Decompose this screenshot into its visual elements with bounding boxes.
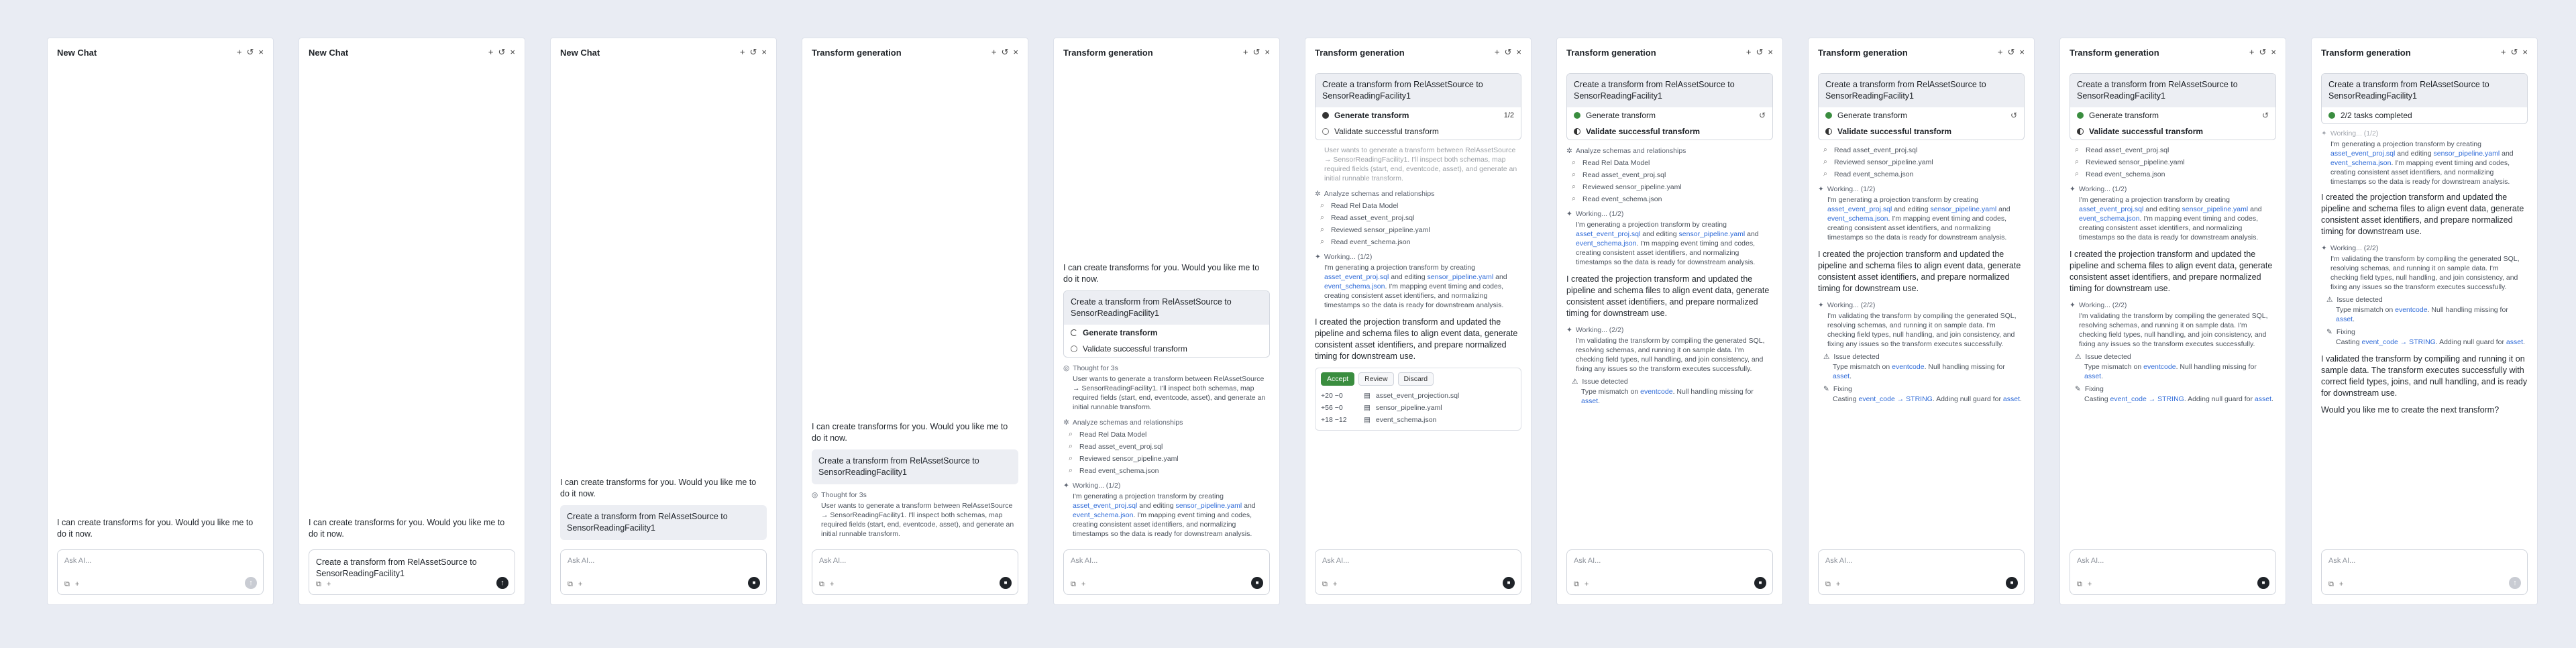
file-link[interactable]: event_schema.json (2330, 159, 2392, 167)
changed-file-row[interactable]: +56 −0 ▤ sensor_pipeline.yaml (1321, 404, 1442, 412)
send-button[interactable]: ↑ (2509, 577, 2521, 589)
task-validate: Validate successful transform (1567, 123, 1772, 140)
new-chat-icon[interactable]: + (236, 47, 242, 57)
assistant-question: Would you like me to create the next transform? (2321, 405, 2500, 415)
stop-button[interactable]: ■ (748, 577, 760, 589)
review-button[interactable]: Review (1358, 372, 1393, 386)
task-generate: Generate transform (1064, 325, 1269, 341)
search-icon: ⌕ (1069, 442, 1073, 450)
composer[interactable] (1566, 549, 1773, 595)
close-icon[interactable]: × (2522, 47, 2528, 57)
task-request: Create a transform from RelAssetSource to SensorReadingFacility1 (1567, 74, 1772, 107)
panel-header (802, 38, 1028, 66)
file-link[interactable]: event_schema.json (1827, 215, 1888, 223)
issue-row: ⚠ Issue detected (2326, 296, 2383, 304)
close-icon[interactable]: × (2019, 47, 2025, 57)
file-link[interactable]: sensor_pipeline.yaml (1427, 273, 1494, 281)
panel-title: Transform generation (812, 47, 902, 58)
pending-icon (1322, 128, 1329, 135)
history-icon[interactable]: ↺ (1504, 47, 1512, 57)
issue-row: ⚠ Issue detected (2075, 353, 2131, 361)
fixing-row: ✎ Fixing (2075, 385, 2104, 393)
task-generate: Generate transform ↺ (1819, 107, 2024, 123)
task-validate: Validate successful transform (1819, 123, 2024, 140)
search-icon: ⌕ (1572, 195, 1576, 203)
warning-icon: ⚠ (2075, 353, 2082, 361)
in-progress-icon (1574, 128, 1580, 135)
file-icon: ▤ (1364, 404, 1371, 412)
attach-icon[interactable]: ⧉ (2328, 580, 2334, 588)
history-icon[interactable]: ↺ (498, 47, 506, 57)
history-icon[interactable]: ↺ (1252, 47, 1260, 57)
step-item: ⌕ Read asset_event_proj.sql (1069, 442, 1163, 451)
analyze-icon: ✲ (1063, 419, 1069, 427)
step-item: ⌕ Reviewed sensor_pipeline.yaml (1572, 182, 1682, 191)
task-validate: Validate successful transform (1064, 341, 1269, 357)
panel-title: New Chat (309, 47, 349, 58)
task-request: Create a transform from RelAssetSource to SensorReadingFacility1 (1064, 291, 1269, 325)
discard-button[interactable]: Discard (1398, 372, 1434, 386)
close-icon[interactable]: × (1265, 47, 1270, 57)
chat-input-placeholder[interactable]: Ask AI... (819, 557, 847, 565)
search-icon: ⌕ (1069, 466, 1073, 474)
panel-title: Transform generation (2070, 47, 2159, 58)
history-icon[interactable]: ↺ (1001, 47, 1009, 57)
chat-panel-9 (2059, 38, 2286, 605)
step-item: ⌕ Read event_schema.json (1823, 170, 1914, 178)
add-icon[interactable]: + (578, 580, 583, 588)
step-item: ⌕ Read Rel Data Model (1572, 158, 1650, 167)
chat-panel-5 (1053, 38, 1280, 605)
wrench-icon: ✎ (2326, 328, 2332, 336)
file-link[interactable]: asset_event_proj.sql (1073, 502, 1138, 510)
working-icon: ✦ (1818, 301, 1824, 309)
in-progress-icon (2077, 128, 2084, 135)
working-section: ✦ Working... (1/2) I'm generating a projection transform by creating asset_event_proj.sql and editing sensor_pipeline.yaml and event_schema.json. I'm mapping event timing and codes, creating consistent asset identifiers, and normalizing timestamps so the data is ready for downstream analysis. (2070, 185, 2262, 241)
add-icon[interactable]: + (1081, 580, 1086, 588)
issue-row: ⚠ Issue detected (1823, 353, 1880, 361)
chat-panel-7 (1556, 38, 1783, 605)
panel-header (2312, 38, 2537, 66)
working-section: ✦ Working... (2/2) I'm validating the transform by compiling the generated SQL, resolving schemas, and running it on sample data. I'm checking field types, null handling, and join consistency, and fixing any issues so the transform executes successfully. ⚠ Issue detected Type mismatch on eventcode. Null handling missing for asset. (1566, 326, 1773, 406)
history-icon[interactable]: ↺ (2007, 47, 2015, 57)
assistant-message: I created the projection transform and updated the pipeline and schema files to align event data, generate consistent asset identifiers, and prepare normalized timing for downstream use. (2070, 250, 2273, 293)
search-icon: ⌕ (1823, 170, 1827, 178)
thought-icon: ◎ (812, 491, 818, 499)
assistant-message: I can create transforms for you. Would you like me to do it now. (309, 518, 505, 539)
history-icon[interactable]: ↺ (1756, 47, 1764, 57)
warning-icon: ⚠ (2326, 296, 2333, 304)
step-item: ⌕ Reviewed sensor_pipeline.yaml (1320, 225, 1430, 234)
attach-icon[interactable]: ⧉ (1825, 580, 1831, 588)
task-validate: Validate successful transform (1316, 123, 1521, 140)
send-button[interactable]: ↑ (245, 577, 257, 589)
assistant-message: I created the projection transform and updated the pipeline and schema files to align event data, generate consistent asset identifiers, and prepare normalized timing for downstream use. (1566, 274, 1770, 318)
chat-panel-6 (1305, 38, 1532, 605)
file-link[interactable]: sensor_pipeline.yaml (1930, 205, 1997, 213)
thought-label: Thought for 3s (821, 491, 867, 499)
user-message: Create a transform from RelAssetSource to SensorReadingFacility1 (560, 505, 767, 540)
changed-file-row[interactable]: +18 −12 ▤ event_schema.json (1321, 416, 1437, 424)
add-icon[interactable]: + (829, 580, 835, 588)
search-icon: ⌕ (1069, 454, 1073, 462)
chat-panel-8 (1808, 38, 2035, 605)
search-icon: ⌕ (2075, 170, 2079, 178)
composer[interactable] (2321, 549, 2528, 595)
analyze-section: ✲ Analyze schemas and relationships ⌕ Read Rel Data Model ⌕ Read asset_event_proj.sql ⌕ Reviewed sensor_pipeline.yaml ⌕ Read event_schema.json (1063, 419, 1270, 475)
thought-text: User wants to generate a transform between RelAssetSource → SensorReadingFacility1. I'll inspect both schemas, map required fields (start, end, eventcode, asset), and generate an initial runnable transform. (1324, 146, 1517, 182)
in-progress-icon (1071, 329, 1077, 336)
pending-icon (1071, 345, 1077, 352)
thought-section (812, 491, 1018, 539)
step-item: ⌕ Read asset_event_proj.sql (1572, 170, 1666, 179)
panel-title: Transform generation (1818, 47, 1908, 58)
chat-panel-3 (550, 38, 777, 605)
stop-button[interactable]: ■ (1503, 577, 1515, 589)
chat-panel-10: Transform generation + ↺ × Create a transform from RelAssetSource to SensorReadingFacility1 2/2 tasks completed ✦ Working... (1/2) I'm generating a projection transform by creating asset_event_proj.sql and editing sensor_pipeline.yaml and event_schema.json. I'm mapping event timing and codes, creating consistent asset identifiers, and normalizing timestamps so the data is ready for downstream analysis. I created the projection transform and updated the pipeline and schema files to align event data, generate consistent asset identifiers, and prepare normalized timing for downstream use. ✦ Working... (2/2) I'm validating the transform by compiling the generated SQL, resolving schemas, and running it on sample data. I'm checking field types, null handling, and join consistency, and fixing any issues so the transform executes successfully. ⚠ Issue detected Type mismatch on eventcode. Null handling missing for asset. ✎ Fixing Casting event_code → STRING. Adding null guard for asset. I validated the transform by compiling and running it on sample data. The transform executes successfully with correct field types, joins, and null handling, and is ready for downstream use. Would you like me to create the next transform? Ask AI... ⧉ + ↑ (2311, 38, 2538, 605)
search-icon: ⌕ (2075, 146, 2079, 154)
chat-input-placeholder[interactable]: Ask AI... (568, 557, 595, 565)
step-item: ⌕ Read event_schema.json (1069, 466, 1159, 475)
close-icon[interactable]: × (258, 47, 264, 57)
add-icon[interactable]: + (2087, 580, 2092, 588)
wrench-icon: ✎ (1823, 385, 1829, 393)
warning-icon: ⚠ (1572, 378, 1578, 386)
search-icon: ⌕ (1320, 213, 1324, 221)
panel-header (1809, 38, 2034, 66)
wrench-icon: ✎ (2075, 385, 2081, 393)
working-icon: ✦ (2321, 129, 2327, 138)
search-icon: ⌕ (1320, 237, 1324, 246)
task-request: Create a transform from RelAssetSource to SensorReadingFacility1 (1316, 74, 1521, 107)
new-chat-icon[interactable]: + (1746, 47, 1752, 57)
user-message: Create a transform from RelAssetSource to SensorReadingFacility1 (812, 449, 1018, 484)
attach-icon[interactable]: ⧉ (1322, 580, 1328, 588)
search-icon: ⌕ (1320, 225, 1324, 233)
warning-icon: ⚠ (1823, 353, 1830, 361)
working-icon: ✦ (2321, 244, 2327, 252)
file-link[interactable]: event_schema.json (1073, 511, 1134, 519)
panel-title: New Chat (57, 47, 97, 58)
close-icon[interactable]: × (510, 47, 515, 57)
check-icon (2328, 112, 2335, 119)
working-icon: ✦ (1063, 482, 1069, 490)
panel-header (1305, 38, 1531, 66)
history-icon[interactable]: ↺ (2259, 47, 2267, 57)
composer[interactable] (1315, 549, 1521, 595)
file-link[interactable]: sensor_pipeline.yaml (1175, 502, 1242, 510)
file-link[interactable]: event_schema.json (2079, 215, 2140, 223)
task-card (2321, 73, 2528, 124)
add-icon[interactable]: + (2339, 580, 2344, 588)
composer[interactable] (1063, 549, 1270, 595)
search-icon: ⌕ (1572, 182, 1576, 191)
task-card (1818, 73, 2025, 140)
retry-icon[interactable]: ↺ (2261, 111, 2269, 120)
add-icon[interactable]: + (1835, 580, 1841, 588)
panel-title: Transform generation (1063, 47, 1153, 58)
task-generate: Generate transform 1/2 (1316, 107, 1521, 123)
stop-button[interactable]: ■ (1251, 577, 1263, 589)
analyze-section: ✲ Analyze schemas and relationships ⌕ Read Rel Data Model ⌕ Read asset_event_proj.sql ⌕ Reviewed sensor_pipeline.yaml ⌕ Read event_schema.json (1566, 147, 1773, 203)
assistant-message: I created the projection transform and updated the pipeline and schema files to align event data, generate consistent asset identifiers, and prepare normalized timing for downstream use. (1315, 317, 1518, 361)
attach-icon[interactable]: ⧉ (2077, 580, 2082, 588)
file-icon: ▤ (1364, 392, 1371, 400)
search-icon: ⌕ (1572, 170, 1576, 178)
fixing-row: ✎ Fixing (2326, 328, 2355, 336)
add-icon[interactable]: + (326, 580, 331, 588)
check-icon (1825, 112, 1832, 119)
chat-input-placeholder[interactable]: Ask AI... (2328, 557, 2356, 565)
task-request: Create a transform from RelAssetSource to SensorReadingFacility1 (2322, 74, 2527, 107)
task-card (1315, 73, 1521, 140)
working-section: ✦ Working... (1/2) I'm generating a projection transform by creating asset_event_proj.sql and editing sensor_pipeline.yaml and event_schema.json. I'm mapping event timing and codes, creating consistent asset identifiers, and normalizing timestamps so the data is ready for downstream analysis. (1315, 253, 1507, 309)
working-icon: ✦ (2070, 185, 2076, 193)
task-validate: Validate successful transform (2070, 123, 2275, 140)
step-item: ⌕ Reviewed sensor_pipeline.yaml (1069, 454, 1179, 463)
panel-title: New Chat (560, 47, 600, 58)
history-icon[interactable]: ↺ (2510, 47, 2518, 57)
working-section: ✦ Working... (1/2) I'm generating a projection transform by creating asset_event_proj.sql and editing sensor_pipeline.yaml and event_schema.json. I'm mapping event timing and codes, creating consistent asset identifiers, and normalizing timestamps so the data is ready for downstream analysis. (1818, 185, 2010, 241)
chat-input-placeholder[interactable]: Ask AI... (1071, 557, 1098, 565)
check-icon (2077, 112, 2084, 119)
working-section: ✦ Working... (2/2) I'm validating the transform by compiling the generated SQL, resolving schemas, and running it on sample data. I'm checking field types, null handling, and join consistency, and fixing any issues so the transform executes successfully. ⚠ Issue detected Type mismatch on eventcode. Null handling missing for asset. ✎ Fixing Casting event_code → STRING. Adding null guard for asset. (1818, 301, 2025, 404)
step-item: ⌕ Read event_schema.json (1320, 237, 1411, 246)
search-icon: ⌕ (1320, 201, 1324, 209)
file-link[interactable]: asset_event_proj.sql (1324, 273, 1389, 281)
task-card (1566, 73, 1773, 140)
attach-icon[interactable]: ⧉ (819, 580, 824, 588)
add-icon[interactable]: + (1584, 580, 1589, 588)
changes-box (1315, 368, 1521, 431)
chat-input-placeholder[interactable]: Ask AI... (2077, 557, 2104, 565)
task-generate: Generate transform ↺ (1567, 107, 1772, 123)
file-link[interactable]: sensor_pipeline.yaml (2433, 150, 2500, 158)
search-icon: ⌕ (2075, 158, 2079, 166)
task-request: Create a transform from RelAssetSource to SensorReadingFacility1 (1819, 74, 2024, 107)
panel-header (551, 38, 776, 66)
step-item: ⌕ Reviewed sensor_pipeline.yaml (2075, 158, 2185, 166)
file-link[interactable]: asset_event_proj.sql (2330, 150, 2396, 158)
new-chat-icon[interactable]: + (2500, 47, 2506, 57)
analyze-icon: ✲ (1566, 147, 1572, 155)
step-item: ⌕ Read asset_event_proj.sql (1320, 213, 1415, 222)
assistant-message: I validated the transform by compiling and running it on sample data. The transform executes successfully with correct field types, joins, and null handling, and is ready for downstream use. (2321, 354, 2528, 398)
task-generate: Generate transform ↺ (2070, 107, 2275, 123)
stop-button[interactable]: ■ (2006, 577, 2018, 589)
search-icon: ⌕ (1823, 146, 1827, 154)
attach-icon[interactable]: ⧉ (316, 580, 321, 588)
working-icon: ✦ (1818, 185, 1824, 193)
thought-text: User wants to generate a transform between RelAssetSource → SensorReadingFacility1. I'll inspect both schemas, map required fields (start, end, eventcode, asset), and generate an initial runnable transform. (821, 502, 1014, 538)
step-item: ⌕ Read event_schema.json (2075, 170, 2165, 178)
analyze-section: ✲ Analyze schemas and relationships ⌕ Read Rel Data Model ⌕ Read asset_event_proj.sql ⌕ Reviewed sensor_pipeline.yaml ⌕ Read event_schema.json (1315, 190, 1521, 246)
search-icon: ⌕ (1823, 158, 1827, 166)
chat-input-placeholder[interactable]: Ask AI... (1825, 557, 1853, 565)
composer[interactable] (812, 549, 1018, 595)
panel-header (2060, 38, 2286, 66)
file-link[interactable]: event_schema.json (1576, 239, 1637, 248)
attach-icon[interactable]: ⧉ (1574, 580, 1579, 588)
attach-icon[interactable]: ⧉ (568, 580, 573, 588)
retry-icon[interactable]: ↺ (1758, 111, 1766, 120)
composer[interactable] (1818, 549, 2025, 595)
thought-icon: ◎ (1063, 364, 1070, 372)
file-link[interactable]: asset_event_proj.sql (1827, 205, 1892, 213)
assistant-message: I can create transforms for you. Would you like me to do it now. (57, 518, 254, 539)
tasks-summary[interactable]: 2/2 tasks completed (2322, 107, 2527, 123)
step-item: ⌕ Read Rel Data Model (1320, 201, 1399, 210)
attach-icon[interactable]: ⧉ (64, 580, 70, 588)
close-icon[interactable]: × (2271, 47, 2276, 57)
file-link[interactable]: asset_event_proj.sql (2079, 205, 2144, 213)
working-section: ✦ Working... (1/2) I'm generating a projection transform by creating asset_event_proj.sql and editing sensor_pipeline.yaml and event_schema.json. I'm mapping event timing and codes, creating consistent asset identifiers, and normalizing timestamps so the data is ready for downstream analysis. (1063, 482, 1256, 538)
assistant-message: I can create transforms for you. Would you like me to do it now. (812, 422, 1008, 443)
new-chat-icon[interactable]: + (1242, 47, 1248, 57)
working-icon: ✦ (2070, 301, 2076, 309)
file-link[interactable]: event_schema.json (1324, 282, 1385, 290)
accept-button[interactable]: Accept (1321, 372, 1354, 386)
thought-section: ◎ Thought for 3s User wants to generate a transform between RelAssetSource → SensorReadingFacility1. I'll inspect both schemas, map required fields (start, end, eventcode, asset), and generate an initial runnable transform. (1063, 364, 1266, 411)
panel-header (1557, 38, 1782, 66)
history-icon[interactable]: ↺ (749, 47, 757, 57)
file-icon: ▤ (1364, 416, 1371, 424)
assistant-message: I created the projection transform and updated the pipeline and schema files to align event data, generate consistent asset identifiers, and prepare normalized timing for downstream use. (1818, 250, 2021, 293)
attach-icon[interactable]: ⧉ (1071, 580, 1076, 588)
fixing-row: ✎ Fixing (1823, 385, 1852, 393)
chat-input-placeholder[interactable]: Ask AI... (1574, 557, 1601, 565)
task-card (1063, 290, 1270, 358)
new-chat-icon[interactable]: + (1997, 47, 2003, 57)
step-item: ⌕ Reviewed sensor_pipeline.yaml (1823, 158, 1933, 166)
add-icon[interactable]: + (74, 580, 80, 588)
stop-button[interactable]: ■ (1754, 577, 1766, 589)
file-link[interactable]: asset_event_proj.sql (1576, 230, 1641, 238)
panel-title: Transform generation (1315, 47, 1405, 58)
issue-row: ⚠ Issue detected (1572, 378, 1628, 386)
new-chat-icon[interactable]: + (2249, 47, 2255, 57)
task-request: Create a transform from RelAssetSource to SensorReadingFacility1 (2070, 74, 2275, 107)
working-section: ✦ Working... (2/2) I'm validating the transform by compiling the generated SQL, resolving schemas, and running it on sample data. I'm checking field types, null handling, and join consistency, and fixing any issues so the transform executes successfully. ⚠ Issue detected Type mismatch on eventcode. Null handling missing for asset. ✎ Fixing Casting event_code → STRING. Adding null guard for asset. (2321, 244, 2528, 347)
composer[interactable] (309, 549, 515, 595)
step-item: ⌕ Read Rel Data Model (1069, 430, 1147, 439)
chat-panel-4 (802, 38, 1028, 605)
composer[interactable] (57, 549, 264, 595)
assistant-message: I can create transforms for you. Would you like me to do it now. (1063, 263, 1260, 284)
stop-button[interactable]: ■ (1000, 577, 1012, 589)
task-count: 1/2 (1503, 111, 1514, 119)
new-chat-icon[interactable]: + (488, 47, 494, 57)
file-link[interactable]: sensor_pipeline.yaml (1678, 230, 1746, 238)
panel-header (48, 38, 273, 66)
working-section: ✦ Working... (1/2) I'm generating a projection transform by creating asset_event_proj.sql and editing sensor_pipeline.yaml and event_schema.json. I'm mapping event timing and codes, creating consistent asset identifiers, and normalizing timestamps so the data is ready for downstream analysis. (1566, 210, 1759, 266)
step-item: ⌕ Read event_schema.json (1572, 195, 1662, 203)
send-button[interactable]: ↑ (496, 577, 508, 589)
changed-file-row[interactable]: +20 −0 ▤ asset_event_projection.sql (1321, 392, 1460, 400)
search-icon: ⌕ (1069, 430, 1073, 438)
assistant-message: I created the projection transform and updated the pipeline and schema files to align event data, generate consistent asset identifiers, and prepare normalized timing for downstream use. (2321, 193, 2524, 236)
close-icon[interactable]: × (1768, 47, 1773, 57)
working-section: ✦ Working... (2/2) I'm validating the transform by compiling the generated SQL, resolving schemas, and running it on sample data. I'm checking field types, null handling, and join consistency, and fixing any issues so the transform executes successfully. ⚠ Issue detected Type mismatch on eventcode. Null handling missing for asset. ✎ Fixing Casting event_code → STRING. Adding null guard for asset. (2070, 301, 2276, 404)
chat-panel-2 (299, 38, 525, 605)
chat-input-placeholder[interactable]: Ask AI... (64, 557, 92, 565)
panel-title: Transform generation (1566, 47, 1656, 58)
new-chat-icon[interactable]: + (991, 47, 997, 57)
step-item: ⌕ Read asset_event_proj.sql (1823, 146, 1918, 154)
assistant-message: I can create transforms for you. Would you like me to do it now. (560, 478, 757, 498)
history-icon[interactable]: ↺ (246, 47, 254, 57)
check-icon (1574, 112, 1580, 119)
panel-title: Transform generation (2321, 47, 2411, 58)
task-card (2070, 73, 2276, 140)
step-item: ⌕ Read asset_event_proj.sql (2075, 146, 2169, 154)
working-icon: ✦ (1566, 326, 1572, 334)
working-icon: ✦ (1566, 210, 1572, 218)
close-icon[interactable]: × (761, 47, 767, 57)
close-icon[interactable]: × (1516, 47, 1521, 57)
retry-icon[interactable]: ↺ (2010, 111, 2017, 120)
add-icon[interactable]: + (1332, 580, 1338, 588)
chat-input-placeholder[interactable]: Ask AI... (1322, 557, 1350, 565)
close-icon[interactable]: × (1013, 47, 1018, 57)
search-icon: ⌕ (1572, 158, 1576, 166)
new-chat-icon[interactable]: + (739, 47, 745, 57)
file-link[interactable]: sensor_pipeline.yaml (2182, 205, 2249, 213)
composer[interactable] (560, 549, 767, 595)
chat-panel-1 (47, 38, 274, 605)
panel-header (1054, 38, 1279, 66)
analyze-icon: ✲ (1315, 190, 1321, 198)
composer[interactable] (2070, 549, 2276, 595)
new-chat-icon[interactable]: + (1494, 47, 1500, 57)
stop-button[interactable]: ■ (2257, 577, 2269, 589)
chat-input[interactable]: Create a transform from RelAssetSource to SensorReadingFacility1 (316, 557, 477, 578)
working-icon: ✦ (1315, 253, 1321, 261)
in-progress-icon (1825, 128, 1832, 135)
in-progress-icon (1322, 112, 1329, 119)
panel-header (299, 38, 525, 66)
